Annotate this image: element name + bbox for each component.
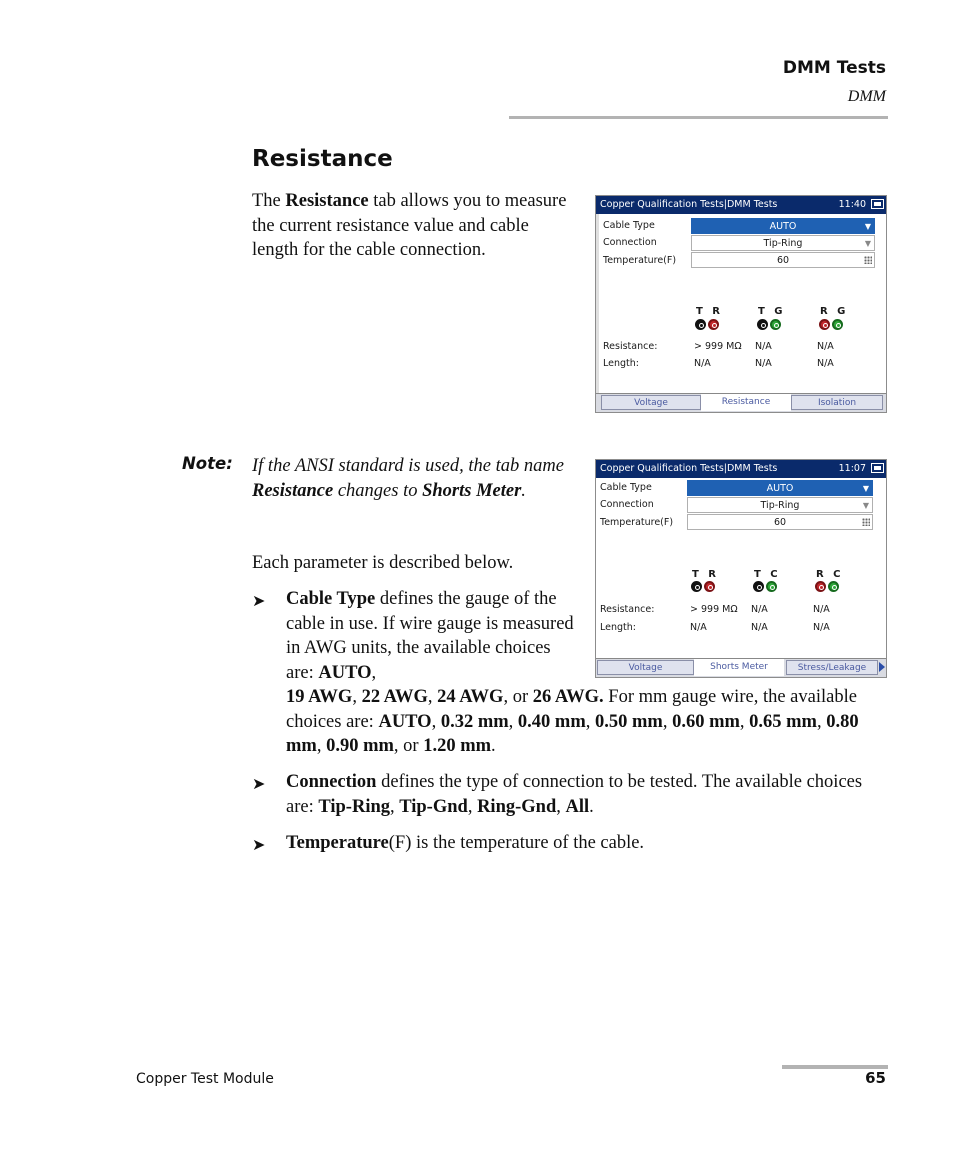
cable-type-value: AUTO <box>769 221 797 232</box>
bullet-temperature <box>286 831 886 856</box>
page-number: 65 <box>865 1069 886 1087</box>
tip-black-jack-icon <box>691 581 702 592</box>
note-bold-shorts-meter: Shorts Meter <box>422 480 522 501</box>
period: . <box>491 736 496 756</box>
tab-isolation[interactable]: Isolation <box>791 395 883 410</box>
footer-document-title: Copper Test Module <box>136 1071 274 1087</box>
intro-bold-term: Resistance <box>285 191 369 211</box>
dropdown-arrow-icon: ▼ <box>862 501 869 510</box>
temperature-label: Temperature(F) <box>600 517 674 528</box>
intro-text-post: tab allows you to measure the current resistance value and cable length for the cable connection. <box>252 191 567 260</box>
cable-type-label: Cable Type <box>600 482 652 493</box>
separator: , <box>556 796 566 817</box>
dropdown-arrow-icon: ▼ <box>864 222 871 231</box>
tab-stress-leakage[interactable]: Stress/Leakage <box>786 660 878 675</box>
resistance-tg-value: N/A <box>755 341 772 352</box>
temperature-value: 60 <box>773 517 787 528</box>
device-tab-bar <box>596 658 886 677</box>
cable-type-label: Cable Type <box>603 220 655 231</box>
bullet-cable-type <box>286 587 576 685</box>
device-screenshot-resistance <box>595 195 887 413</box>
keypad-icon <box>864 256 872 264</box>
tab-voltage[interactable]: Voltage <box>597 660 694 675</box>
ring-red-jack-icon <box>708 319 719 330</box>
mm-gauge-text: For mm gauge wire, the available choices are: <box>286 687 857 732</box>
separator: , <box>352 687 362 707</box>
choice-080mm: 0.80 mm <box>286 711 859 756</box>
connection-text: defines the type of connection to be tested. The available choices are: <box>286 772 863 817</box>
pair-label-rc: R C <box>816 569 844 580</box>
length-tg-value: N/A <box>755 358 772 369</box>
separator-or: , or <box>503 687 533 707</box>
length-tr-value: N/A <box>690 622 707 633</box>
cable-type-value: AUTO <box>766 483 794 494</box>
intro-text-pre: The <box>252 191 286 211</box>
bullet-arrow-icon: ➤ <box>252 776 266 793</box>
separator-or: , or <box>393 736 424 756</box>
length-label: Length: <box>603 358 639 369</box>
choice-tip-ring: Tip-Ring <box>318 796 390 817</box>
resistance-tr-value: > 999 MΩ <box>690 604 738 615</box>
choice-26awg: 26 AWG. <box>532 687 604 707</box>
note-text <box>252 454 567 503</box>
temperature-label: Temperature(F) <box>603 255 677 266</box>
separator: , <box>316 736 327 756</box>
note-text-post: . <box>521 480 526 501</box>
note-text-pre: If the ANSI standard is used, the tab name <box>252 456 564 476</box>
separator: , <box>816 711 827 732</box>
cable-type-dropdown[interactable] <box>687 480 873 496</box>
connection-value: Tip-Ring <box>763 238 803 249</box>
ground-green-jack-icon <box>828 581 839 592</box>
cable-type-text: defines the gauge of the cable in use. If wire gauge is measured in AWG units, the available choices are: <box>286 589 574 683</box>
choice-mm-auto: AUTO <box>378 711 432 732</box>
connection-dropdown[interactable] <box>691 235 875 251</box>
resistance-tr-value: > 999 MΩ <box>694 341 742 352</box>
connection-dropdown[interactable] <box>687 497 873 513</box>
separator: , <box>371 662 377 683</box>
note-text-mid: changes to <box>333 480 423 501</box>
section-heading: Resistance <box>252 146 393 172</box>
ground-green-jack-icon <box>766 581 777 592</box>
length-rc-value: N/A <box>813 622 830 633</box>
connection-term: Connection <box>286 772 377 792</box>
length-tr-value: N/A <box>694 358 711 369</box>
device-tab-bar <box>596 393 886 412</box>
tab-scroll-right-icon[interactable] <box>879 662 885 672</box>
pair-label-rg: R G <box>820 306 849 317</box>
temperature-term: Temperature <box>286 833 389 853</box>
tip-black-jack-icon <box>757 319 768 330</box>
running-header-title: DMM Tests <box>782 58 886 78</box>
battery-icon <box>871 463 884 473</box>
resistance-label: Resistance: <box>600 604 655 615</box>
choice-all: All <box>565 796 590 817</box>
pair-label-tg: T G <box>758 306 786 317</box>
device-title-bar <box>596 196 886 214</box>
dropdown-arrow-icon: ▼ <box>862 484 869 493</box>
separator: , <box>662 711 673 732</box>
length-label: Length: <box>600 622 636 633</box>
bullet-arrow-icon: ➤ <box>252 593 266 610</box>
device-screenshot-shorts-meter <box>595 459 887 678</box>
bullet-arrow-icon: ➤ <box>252 837 266 854</box>
running-header-subtitle: DMM <box>847 88 886 105</box>
choice-120mm: 1.20 mm <box>423 736 492 756</box>
separator: , <box>467 796 478 817</box>
temperature-input[interactable] <box>691 252 875 268</box>
left-scroll-strip <box>596 214 599 394</box>
separator: , <box>739 711 750 732</box>
choice-ring-gnd: Ring-Gnd <box>477 796 557 817</box>
separator: , <box>508 711 518 732</box>
note-bold-resistance: Resistance <box>252 480 334 501</box>
pair-label-tr: T R <box>692 569 720 580</box>
connection-label: Connection <box>603 237 657 248</box>
ground-green-jack-icon <box>770 319 781 330</box>
resistance-tc-value: N/A <box>751 604 768 615</box>
device-title-bar <box>596 460 886 478</box>
connection-value: Tip-Ring <box>760 500 800 511</box>
cable-type-dropdown[interactable] <box>691 218 875 234</box>
choice-040mm: 0.40 mm <box>517 711 586 732</box>
battery-icon <box>871 199 884 209</box>
intro-paragraph <box>252 189 577 263</box>
separator: , <box>390 796 400 817</box>
parameters-intro: Each parameter is described below. <box>252 553 514 573</box>
choice-tip-gnd: Tip-Gnd <box>399 796 468 817</box>
ground-green-jack-icon <box>832 319 843 330</box>
bullet-connection <box>286 770 886 819</box>
device-title: Copper Qualification Tests|DMM Tests <box>600 199 778 210</box>
dropdown-arrow-icon: ▼ <box>864 239 871 248</box>
pair-label-tc: T C <box>754 569 781 580</box>
header-rule <box>509 116 888 119</box>
temperature-text: (F) is the temperature of the cable. <box>388 833 645 853</box>
tab-resistance[interactable]: Resistance <box>701 394 791 411</box>
connection-label: Connection <box>600 499 654 510</box>
separator: , <box>427 687 438 707</box>
choice-24awg: 24 AWG <box>437 687 504 707</box>
device-title: Copper Qualification Tests|DMM Tests <box>600 463 778 474</box>
choice-060mm: 0.60 mm <box>672 711 740 732</box>
resistance-rc-value: N/A <box>813 604 830 615</box>
tip-black-jack-icon <box>753 581 764 592</box>
temperature-input[interactable] <box>687 514 873 530</box>
temperature-value: 60 <box>776 255 790 266</box>
choice-050mm: 0.50 mm <box>594 711 663 732</box>
length-tc-value: N/A <box>751 622 768 633</box>
pair-label-tr: T R <box>696 306 724 317</box>
tab-voltage[interactable]: Voltage <box>601 395 701 410</box>
note-label: Note: <box>182 454 233 473</box>
keypad-icon <box>862 518 870 526</box>
bullet-cable-type-cont <box>286 685 886 759</box>
choice-065mm: 0.65 mm <box>749 711 817 732</box>
choice-22awg: 22 AWG <box>361 687 428 707</box>
ring-red-jack-icon <box>819 319 830 330</box>
resistance-label: Resistance: <box>603 341 658 352</box>
choice-19awg: 19 AWG <box>286 687 353 707</box>
resistance-rg-value: N/A <box>817 341 834 352</box>
device-clock: 11:07 <box>838 463 866 474</box>
choice-032mm: 0.32 mm <box>440 711 509 732</box>
device-clock: 11:40 <box>838 199 866 210</box>
cable-type-term: Cable Type <box>286 589 376 609</box>
choice-090mm: 0.90 mm <box>326 736 394 756</box>
separator: , <box>585 711 595 732</box>
period: . <box>589 796 594 817</box>
tab-shorts-meter[interactable]: Shorts Meter <box>694 659 784 676</box>
tip-black-jack-icon <box>695 319 706 330</box>
choice-auto: AUTO <box>318 662 372 683</box>
ring-red-jack-icon <box>704 581 715 592</box>
length-rg-value: N/A <box>817 358 834 369</box>
separator: , <box>431 711 441 732</box>
ring-red-jack-icon <box>815 581 826 592</box>
